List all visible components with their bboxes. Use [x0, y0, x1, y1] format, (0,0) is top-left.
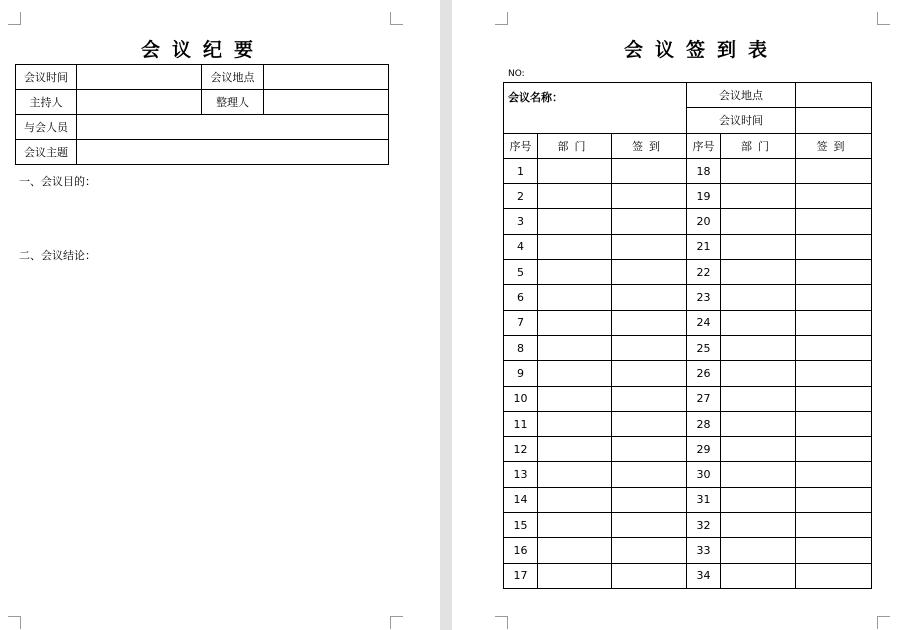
- dept-cell[interactable]: [538, 335, 612, 360]
- header-sign: 签到: [796, 133, 872, 158]
- signature-cell[interactable]: [612, 411, 687, 436]
- seq-number-cell: 32: [687, 513, 721, 538]
- crop-mark-icon: [495, 616, 508, 629]
- signature-cell[interactable]: [796, 487, 872, 512]
- dept-cell[interactable]: [721, 462, 796, 487]
- no-label: NO:: [508, 69, 525, 79]
- seq-number-cell: 14: [504, 487, 538, 512]
- recorder-label: 整理人: [202, 90, 264, 115]
- dept-cell[interactable]: [721, 209, 796, 234]
- meeting-location-field[interactable]: [264, 65, 389, 90]
- signature-cell[interactable]: [612, 158, 687, 183]
- dept-cell[interactable]: [721, 411, 796, 436]
- seq-number-cell: 10: [504, 386, 538, 411]
- seq-number-cell: 5: [504, 260, 538, 285]
- signature-cell[interactable]: [612, 437, 687, 462]
- seq-number-cell: 4: [504, 234, 538, 259]
- signature-cell[interactable]: [612, 386, 687, 411]
- attendees-label: 与会人员: [16, 115, 77, 140]
- seq-number-cell: 11: [504, 411, 538, 436]
- header-dept: 部门: [538, 133, 612, 158]
- signin-title: 会议签到表: [624, 39, 780, 61]
- section-conclusion: 二、会议结论：: [19, 249, 96, 262]
- dept-cell[interactable]: [538, 386, 612, 411]
- signature-cell[interactable]: [612, 361, 687, 386]
- signature-cell[interactable]: [612, 513, 687, 538]
- crop-mark-icon: [495, 12, 508, 25]
- table-row: [504, 386, 872, 411]
- dept-cell[interactable]: [721, 335, 796, 360]
- seq-number-cell: 16: [504, 538, 538, 563]
- signature-cell[interactable]: [796, 563, 872, 588]
- attendees-field[interactable]: [77, 115, 389, 140]
- signature-cell[interactable]: [612, 184, 687, 209]
- dept-cell[interactable]: [721, 386, 796, 411]
- meeting-time-label: 会议时间: [16, 65, 77, 90]
- table-row: [16, 140, 389, 165]
- topic-label: 会议主题: [16, 140, 77, 165]
- seq-number-cell: 12: [504, 437, 538, 462]
- header-seq: 序号: [504, 133, 538, 158]
- meeting-time-field[interactable]: [77, 65, 202, 90]
- signature-cell[interactable]: [612, 310, 687, 335]
- seq-number-cell: 29: [687, 437, 721, 462]
- crop-mark-icon: [8, 616, 21, 629]
- seq-number-cell: 9: [504, 361, 538, 386]
- dept-cell[interactable]: [721, 285, 796, 310]
- host-label: 主持人: [16, 90, 77, 115]
- signature-cell[interactable]: [796, 260, 872, 285]
- dept-cell[interactable]: [538, 209, 612, 234]
- seq-number-cell: 7: [504, 310, 538, 335]
- dept-cell[interactable]: [721, 184, 796, 209]
- table-row: [504, 285, 872, 310]
- table-row: [504, 158, 872, 183]
- seq-number-cell: 20: [687, 209, 721, 234]
- dept-cell[interactable]: [538, 411, 612, 436]
- signature-cell[interactable]: [796, 538, 872, 563]
- signature-cell[interactable]: [612, 462, 687, 487]
- meeting-name-label: 会议名称：: [504, 83, 687, 134]
- dept-cell[interactable]: [721, 361, 796, 386]
- table-row: [504, 437, 872, 462]
- seq-number-cell: 3: [504, 209, 538, 234]
- signature-cell[interactable]: [612, 487, 687, 512]
- section-purpose: 一、会议目的：: [19, 175, 96, 188]
- dept-cell[interactable]: [721, 538, 796, 563]
- page-gap: [440, 0, 452, 630]
- signin-location-field[interactable]: [796, 83, 872, 108]
- meeting-location-label: 会议地点: [202, 65, 264, 90]
- signature-cell[interactable]: [796, 411, 872, 436]
- minutes-info-table: [15, 64, 389, 165]
- dept-cell[interactable]: [538, 361, 612, 386]
- seq-number-cell: 1: [504, 158, 538, 183]
- minutes-title: 会议纪要: [141, 39, 266, 61]
- crop-mark-icon: [877, 616, 890, 629]
- dept-cell[interactable]: [721, 563, 796, 588]
- seq-number-cell: 2: [504, 184, 538, 209]
- seq-number-cell: 8: [504, 335, 538, 360]
- signin-time-label: 会议时间: [687, 108, 796, 133]
- signature-cell[interactable]: [796, 209, 872, 234]
- dept-cell[interactable]: [538, 158, 612, 183]
- dept-cell[interactable]: [538, 563, 612, 588]
- dept-cell[interactable]: [538, 538, 612, 563]
- signature-cell[interactable]: [796, 285, 872, 310]
- signature-cell[interactable]: [796, 437, 872, 462]
- dept-cell[interactable]: [538, 260, 612, 285]
- topic-field[interactable]: [77, 140, 389, 165]
- dept-cell[interactable]: [538, 310, 612, 335]
- signature-cell[interactable]: [612, 234, 687, 259]
- seq-number-cell: 13: [504, 462, 538, 487]
- table-row: [504, 462, 872, 487]
- seq-number-cell: 17: [504, 563, 538, 588]
- seq-number-cell: 27: [687, 386, 721, 411]
- table-row: [16, 90, 389, 115]
- signature-cell[interactable]: [796, 335, 872, 360]
- table-row: [504, 411, 872, 436]
- table-row: [504, 335, 872, 360]
- seq-number-cell: 18: [687, 158, 721, 183]
- seq-number-cell: 31: [687, 487, 721, 512]
- dept-cell[interactable]: [538, 285, 612, 310]
- seq-number-cell: 34: [687, 563, 721, 588]
- crop-mark-icon: [877, 12, 890, 25]
- dept-cell[interactable]: [538, 184, 612, 209]
- dept-cell[interactable]: [538, 513, 612, 538]
- recorder-field[interactable]: [264, 90, 389, 115]
- dept-cell[interactable]: [721, 487, 796, 512]
- header-seq: 序号: [687, 133, 721, 158]
- signin-location-label: 会议地点: [687, 83, 796, 108]
- table-row: [504, 310, 872, 335]
- signin-table: [503, 82, 872, 589]
- dept-cell[interactable]: [538, 234, 612, 259]
- dept-cell[interactable]: [721, 158, 796, 183]
- seq-number-cell: 28: [687, 411, 721, 436]
- seq-number-cell: 24: [687, 310, 721, 335]
- signature-cell[interactable]: [612, 335, 687, 360]
- table-row: [504, 234, 872, 259]
- header-dept: 部门: [721, 133, 796, 158]
- table-row: [504, 83, 872, 108]
- seq-number-cell: 23: [687, 285, 721, 310]
- dept-cell[interactable]: [721, 260, 796, 285]
- dept-cell[interactable]: [721, 437, 796, 462]
- signature-cell[interactable]: [612, 260, 687, 285]
- signature-cell[interactable]: [796, 361, 872, 386]
- crop-mark-icon: [390, 12, 403, 25]
- table-row: [504, 209, 872, 234]
- signin-time-field[interactable]: [796, 108, 872, 133]
- dept-cell[interactable]: [538, 487, 612, 512]
- seq-number-cell: 15: [504, 513, 538, 538]
- signature-cell[interactable]: [796, 184, 872, 209]
- seq-number-cell: 30: [687, 462, 721, 487]
- seq-number-cell: 22: [687, 260, 721, 285]
- signature-cell[interactable]: [796, 386, 872, 411]
- table-header-row: [504, 133, 872, 158]
- crop-mark-icon: [8, 12, 21, 25]
- signature-cell[interactable]: [796, 158, 872, 183]
- table-row: [504, 361, 872, 386]
- seq-number-cell: 25: [687, 335, 721, 360]
- dept-cell[interactable]: [538, 437, 612, 462]
- signature-cell[interactable]: [796, 513, 872, 538]
- seq-number-cell: 21: [687, 234, 721, 259]
- crop-mark-icon: [390, 616, 403, 629]
- page-left: [0, 0, 440, 630]
- dept-cell[interactable]: [538, 462, 612, 487]
- seq-number-cell: 26: [687, 361, 721, 386]
- host-field[interactable]: [77, 90, 202, 115]
- seq-number-cell: 33: [687, 538, 721, 563]
- seq-number-cell: 19: [687, 184, 721, 209]
- table-row: [504, 563, 872, 588]
- signature-cell[interactable]: [612, 209, 687, 234]
- table-row: [504, 260, 872, 285]
- table-row: [504, 513, 872, 538]
- table-row: [16, 65, 389, 90]
- table-row: [504, 538, 872, 563]
- signature-cell[interactable]: [612, 285, 687, 310]
- signature-cell[interactable]: [612, 563, 687, 588]
- header-sign: 签到: [612, 133, 687, 158]
- dept-cell[interactable]: [721, 310, 796, 335]
- signature-cell[interactable]: [796, 310, 872, 335]
- table-row: [504, 184, 872, 209]
- dept-cell[interactable]: [721, 234, 796, 259]
- dept-cell[interactable]: [721, 513, 796, 538]
- table-row: [504, 487, 872, 512]
- signature-cell[interactable]: [796, 462, 872, 487]
- signature-cell[interactable]: [796, 234, 872, 259]
- signature-cell[interactable]: [612, 538, 687, 563]
- table-row: [16, 115, 389, 140]
- seq-number-cell: 6: [504, 285, 538, 310]
